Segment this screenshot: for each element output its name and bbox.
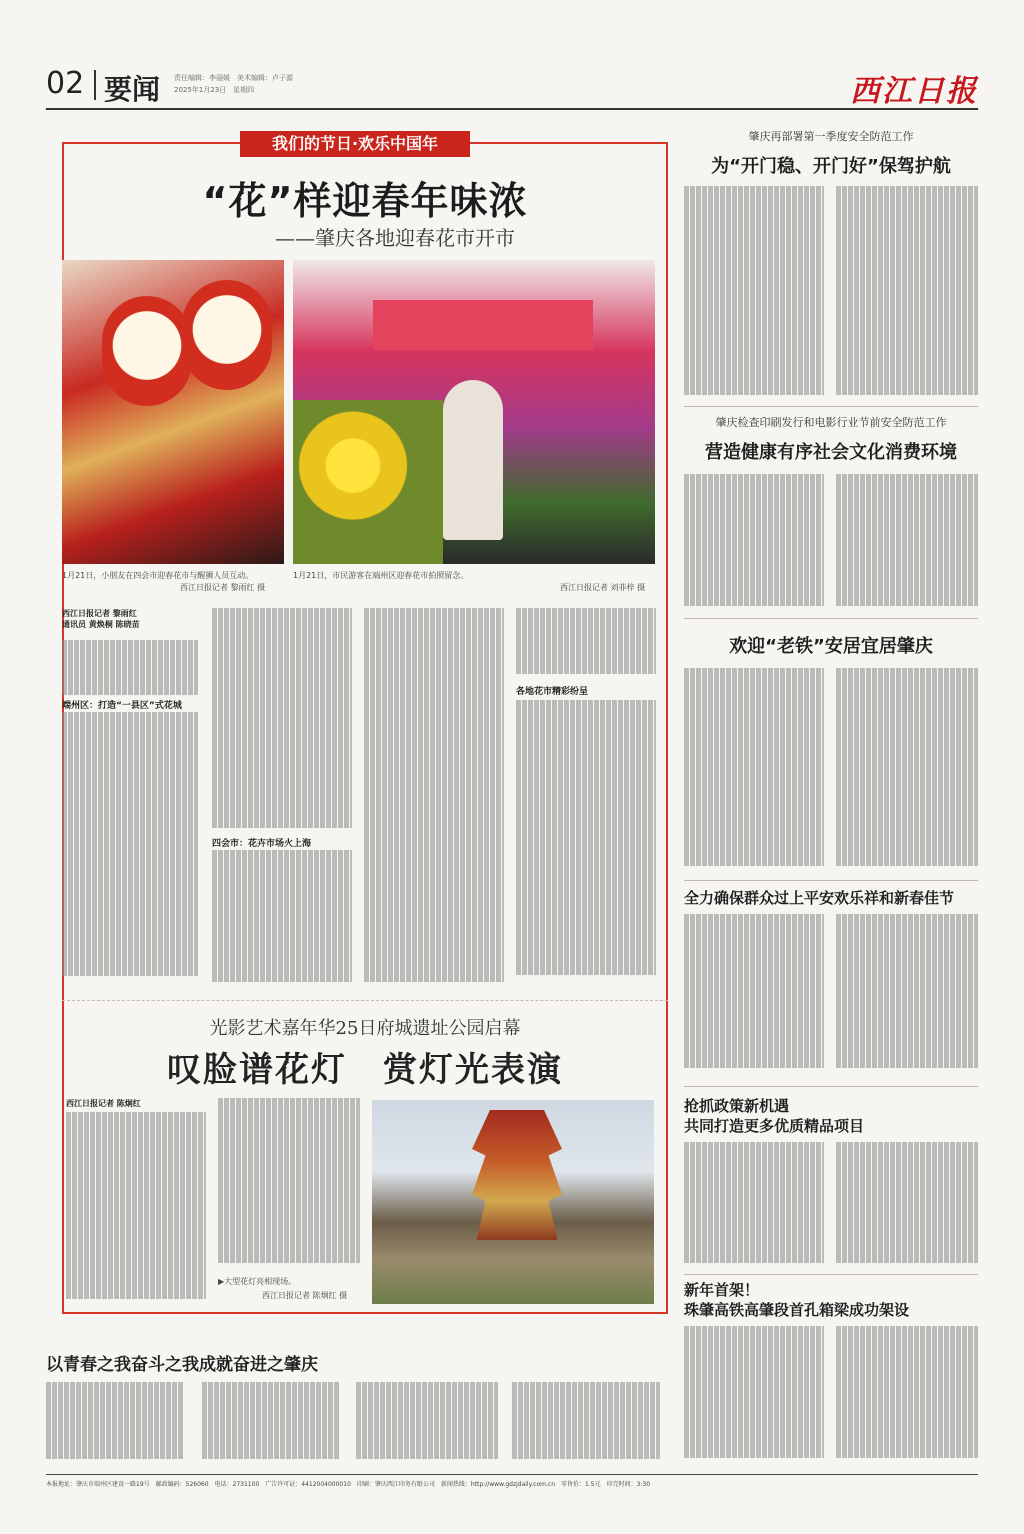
right-story-3: [684, 632, 978, 658]
right-story-4: [684, 888, 978, 908]
bottom-story-headline: 以青春之我奋斗之我成就奋进之肇庆: [46, 1355, 318, 1375]
feature-column-1b: [62, 712, 198, 984]
feature-column-2a: [212, 608, 352, 834]
story4-column-2: [836, 914, 978, 1076]
section-title: 要闻: [104, 73, 161, 106]
story5-column-2: [836, 1142, 978, 1266]
bottom-column-3: [356, 1382, 498, 1466]
story3-column-2: [836, 668, 978, 868]
feature-tag: 我们的节日·欢乐中国年: [240, 131, 470, 157]
photo-lion-dance: [62, 260, 284, 564]
story6-headline-line2: 珠肇高铁高肇段首孔箱梁成功架设: [684, 1301, 910, 1319]
costume-mask-icon: [102, 296, 192, 406]
rule: [684, 618, 978, 619]
header-meta: [174, 72, 293, 96]
feature-column-2b: [212, 850, 352, 984]
story1-headline: 为“开门稳、开门好”保驾护航: [711, 156, 951, 177]
feature-column-1a: [62, 640, 198, 696]
yellow-orchid: [293, 400, 443, 564]
lantern-kicker: 光影艺术嘉年华25日府城遗址公园启幕: [209, 1018, 521, 1039]
photo-city-tower: [372, 1100, 654, 1304]
tower-building-icon: [472, 1110, 562, 1240]
story1-column-1: [684, 186, 824, 398]
feature-column-4a: [516, 608, 656, 678]
page-header: [46, 60, 978, 110]
costume-mask-icon: [182, 280, 272, 390]
feature-headline: “花”样迎春年味浓: [202, 179, 528, 223]
visitor-figure: [443, 380, 503, 540]
story5-headline-line2: 共同打造更多优质精品项目: [684, 1117, 865, 1135]
story3-column-1: [684, 668, 824, 868]
bottom-column-4: [512, 1382, 660, 1466]
rule: [684, 880, 978, 881]
feature-column-4b: [516, 700, 656, 984]
story1-kicker: 肇庆再部署第一季度安全防范工作: [748, 130, 914, 143]
story6-column-2: [836, 1326, 978, 1466]
bottom-column-2: [202, 1382, 340, 1466]
lantern-byline: 西江日报记者 陈炯红: [66, 1099, 141, 1108]
page-number: 02: [46, 66, 85, 101]
header-divider: [94, 70, 96, 100]
lantern-column-2: [218, 1098, 360, 1264]
photo1-caption: 1月21日，小朋友在四会市迎春花市与醒狮人员互动。: [62, 571, 254, 580]
story2-kicker: 肇庆检查印刷发行和电影行业节前安全防范工作: [715, 416, 947, 429]
editor-line: 责任编辑：李丽媛 美术编辑：卢子源: [174, 74, 293, 82]
right-story-2: [684, 414, 978, 464]
rule: [684, 406, 978, 407]
story4-headline: 全力确保群众过上平安欢乐祥和新春佳节: [684, 889, 955, 907]
lantern-photo-caption: ▶大型花灯亮相现场。: [218, 1277, 297, 1286]
bottom-column-1: [46, 1382, 184, 1466]
photo1-credit: 西江日报记者 黎雨红 摄: [180, 583, 266, 592]
feature-byline: 西江日报记者 黎雨红 通讯员 黄焕桐 陈晓苗: [62, 609, 140, 629]
rule: [684, 1086, 978, 1087]
masthead-logo: 西江日报: [850, 74, 978, 109]
story4-column-1: [684, 914, 824, 1076]
date-line: 2025年1月23日 星期四: [174, 86, 255, 94]
section-divider: [62, 1000, 668, 1001]
story1-column-2: [836, 186, 978, 398]
story6-headline-line1: 新年首架！: [684, 1281, 760, 1299]
right-story-5: [684, 1096, 978, 1136]
feature-subheadline: ——肇庆各地迎春花市开市: [275, 226, 515, 250]
story3-headline: 欢迎“老铁”安居宜居肇庆: [729, 636, 933, 657]
story2-headline: 营造健康有序社会文化消费环境: [705, 442, 957, 463]
subhead-duanzhou: 端州区：打造“一县区”式花城: [62, 701, 182, 711]
story6-column-1: [684, 1326, 824, 1466]
right-story-1: [684, 128, 978, 178]
subhead-sihui: 四会市：花卉市场火上海: [212, 839, 312, 849]
subhead-markets: 各地花市精彩纷呈: [516, 687, 589, 697]
feature-column-3: [364, 608, 504, 984]
story5-headline-line1: 抢抓政策新机遇: [684, 1097, 790, 1115]
lantern-headline: 叹脸谱花灯 赏灯光表演: [167, 1050, 563, 1090]
story5-column-1: [684, 1142, 824, 1266]
story2-column-2: [836, 474, 978, 606]
photo2-caption: 1月21日，市民游客在端州区迎春花市拍照留念。: [293, 571, 469, 580]
photo-flower-market: [293, 260, 655, 564]
rule: [684, 1274, 978, 1275]
lantern-photo-credit: 西江日报记者 陈炯红 摄: [262, 1291, 348, 1300]
flower-banner: [373, 300, 593, 350]
right-story-6: [684, 1280, 978, 1320]
story2-column-1: [684, 474, 824, 606]
photo2-credit: 西江日报记者 刘菲梓 摄: [560, 583, 646, 592]
lantern-column-1: [66, 1112, 206, 1300]
page-footer: 本报地址：肇庆市端州区建设一路19号 邮政编码：526060 电话：2731100 广告许可证：4412004000010 印刷：肇庆西江印务有限公司 新闻热线：http://www.gdzjdaily.com.cn 零售价：1.5元 印完时间：3:30: [46, 1474, 978, 1488]
